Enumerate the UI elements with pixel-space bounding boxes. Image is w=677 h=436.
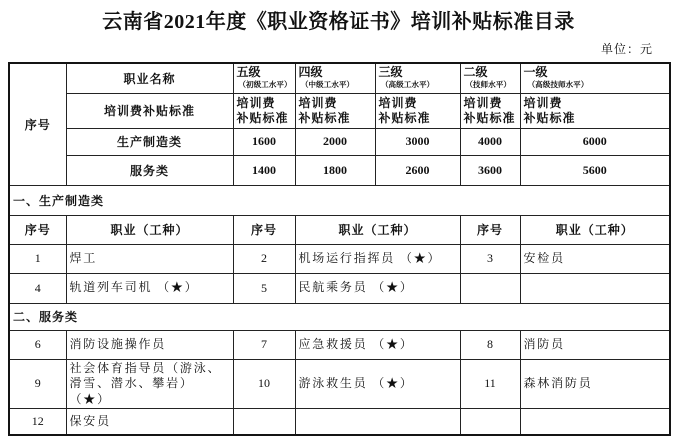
category-name-cell: 生产制造类 [66, 128, 233, 155]
fee-standard-cell [233, 93, 295, 128]
unit-label: 单位：元 [600, 42, 653, 56]
subsidy-value-cell: 2000 [295, 128, 375, 155]
occupation-cell: 保安员 [66, 409, 233, 435]
fee-standard-cell [295, 93, 375, 128]
col-header-occupation: 职业（工种） [520, 215, 670, 244]
category-row-service [9, 155, 670, 185]
serial-cell: 11 [460, 359, 520, 409]
fee-standard-cell [375, 93, 460, 128]
subsidy-value-cell: 1600 [233, 128, 295, 155]
category-row-manufacturing [9, 128, 670, 155]
serial-cell [233, 409, 295, 435]
occupation-row [9, 359, 670, 409]
occupation-cell [520, 409, 670, 435]
subsidy-value-cell: 1400 [233, 155, 295, 185]
serial-cell: 10 [233, 359, 295, 409]
level-header-cell-1 [520, 63, 670, 93]
occupation-cell: 民航乘务员 （★） [295, 273, 460, 303]
serial-cell [460, 409, 520, 435]
occupation-row [9, 244, 670, 273]
subsidy-value-cell: 2600 [375, 155, 460, 185]
fee-row-label-cell: 培训费补贴标准 [66, 93, 233, 128]
level-subtitle: （初级工水平） [237, 80, 292, 89]
serial-cell: 12 [9, 409, 66, 435]
fee-line-2: 补贴标准 [463, 110, 516, 125]
fee-standard-row [9, 93, 670, 128]
occupation-cell: 消防设施操作员 [66, 330, 233, 359]
level-name: 三级 [378, 65, 403, 80]
fee-line-1: 培训费 [523, 95, 563, 110]
serial-cell: 2 [233, 244, 295, 273]
fee-standard-cell [520, 93, 670, 128]
category-name-cell: 服务类 [66, 155, 233, 185]
occupation-cell: 消防员 [520, 330, 670, 359]
col-header-occupation: 职业（工种） [66, 215, 233, 244]
serial-cell: 3 [460, 244, 520, 273]
section-title: 二、服务类 [9, 303, 670, 330]
fee-line-2: 补贴标准 [236, 110, 289, 125]
serial-header-cell: 序号 [9, 63, 66, 185]
page-title: 云南省2021年度《职业资格证书》培训补贴标准目录 [102, 11, 575, 33]
col-header-occupation: 职业（工种） [295, 215, 460, 244]
col-header-serial: 序号 [9, 215, 66, 244]
level-header-cell-4 [295, 63, 375, 93]
occupation-cell [520, 273, 670, 303]
subsidy-value-cell: 5600 [520, 155, 670, 185]
subsidy-value-cell: 6000 [520, 128, 670, 155]
occupation-name-header-cell: 职业名称 [66, 63, 233, 93]
fee-line-1: 培训费 [463, 95, 503, 110]
fee-line-1: 培训费 [236, 95, 276, 110]
fee-line-2: 补贴标准 [378, 110, 431, 125]
fee-line-2: 补贴标准 [298, 110, 351, 125]
level-subtitle: （中级工水平） [300, 80, 354, 89]
subsidy-value-cell: 3000 [375, 128, 460, 155]
serial-cell: 1 [9, 244, 66, 273]
level-subtitle: （技师水平） [464, 80, 511, 89]
level-name: 五级 [236, 65, 261, 80]
serial-cell: 7 [233, 330, 295, 359]
section-column-header-row [9, 215, 670, 244]
serial-cell [460, 273, 520, 303]
occupation-cell: 森林消防员 [520, 359, 670, 409]
occupation-cell: 焊工 [66, 244, 233, 273]
occupation-cell: 游泳救生员 （★） [295, 359, 460, 409]
fee-line-1: 培训费 [298, 95, 338, 110]
section-title-row-2 [9, 303, 670, 330]
serial-cell: 5 [233, 273, 295, 303]
serial-cell: 6 [9, 330, 66, 359]
level-subtitle: （高级工水平） [380, 80, 434, 89]
level-header-cell-5 [233, 63, 295, 93]
subsidy-standard-table [8, 62, 671, 436]
col-header-serial: 序号 [460, 215, 520, 244]
level-subtitle: （高级技师水平） [527, 80, 588, 89]
serial-cell: 9 [9, 359, 66, 409]
occupation-cell: 机场运行指挥员 （★） [295, 244, 460, 273]
serial-cell: 8 [460, 330, 520, 359]
fee-line-2: 补贴标准 [523, 110, 576, 125]
fee-line-1: 培训费 [378, 95, 418, 110]
subsidy-value-cell: 3600 [460, 155, 520, 185]
subsidy-value-cell: 4000 [460, 128, 520, 155]
level-name: 二级 [463, 65, 488, 80]
fee-standard-cell [460, 93, 520, 128]
level-name: 一级 [523, 65, 548, 80]
occupation-cell [295, 409, 460, 435]
occupation-cell: 轨道列车司机 （★） [66, 273, 233, 303]
occupation-cell: 社会体育指导员（游泳、滑雪、潜水、攀岩） （★） [66, 359, 233, 409]
occupation-row [9, 409, 670, 435]
serial-cell: 4 [9, 273, 66, 303]
section-title-row-1 [9, 185, 670, 215]
occupation-row [9, 330, 670, 359]
subsidy-value-cell: 1800 [295, 155, 375, 185]
occupation-cell: 安检员 [520, 244, 670, 273]
level-name: 四级 [298, 65, 323, 80]
col-header-serial: 序号 [233, 215, 295, 244]
level-header-cell-3 [375, 63, 460, 93]
summary-header-row [9, 63, 670, 93]
section-title: 一、生产制造类 [9, 185, 670, 215]
occupation-cell: 应急救援员 （★） [295, 330, 460, 359]
occupation-row [9, 273, 670, 303]
level-header-cell-2 [460, 63, 520, 93]
